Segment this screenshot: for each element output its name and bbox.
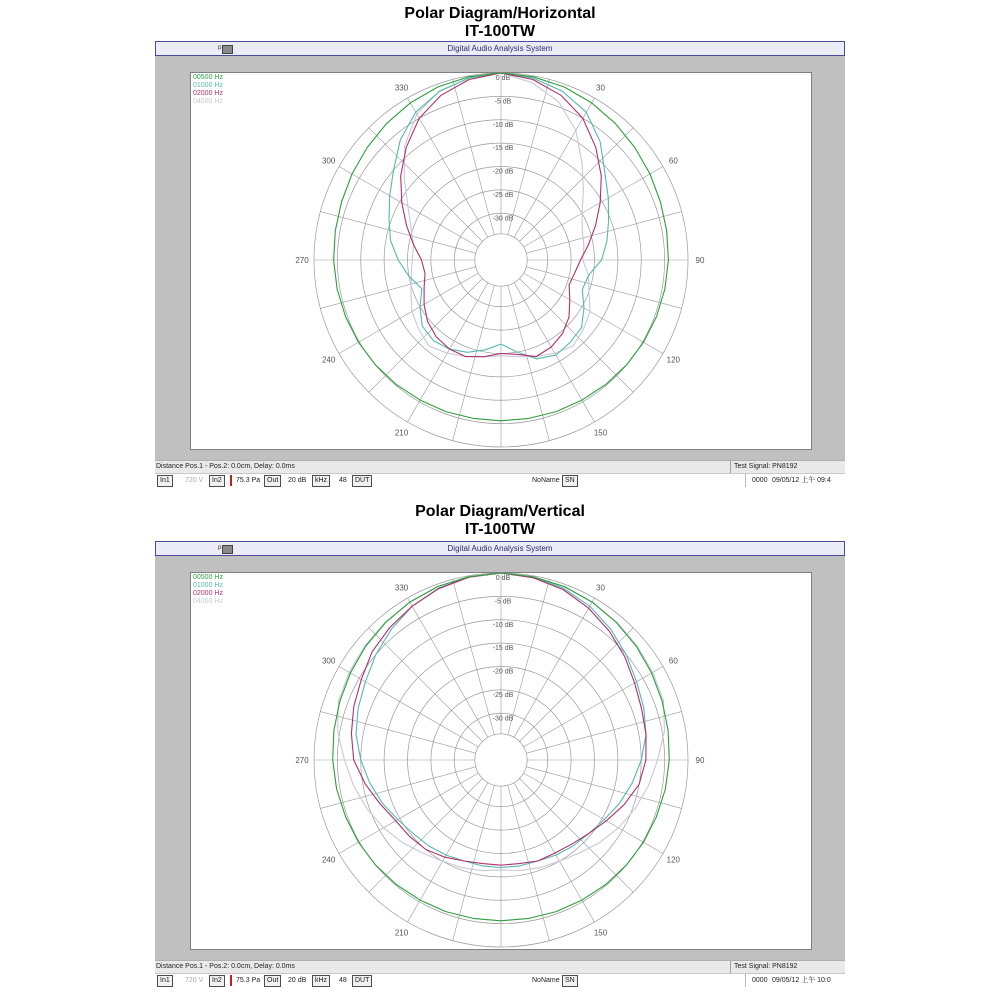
level-marker [230,975,232,986]
angle-label-60: 60 [668,656,678,666]
plot-workarea [155,556,845,960]
legend-entry-1000: 01000 Hz [193,582,223,589]
spoke-330 [408,598,488,737]
angle-label-150: 150 [593,428,608,438]
sn-button[interactable]: SN [562,975,578,987]
dut-button[interactable]: DUT [352,975,372,987]
spoke-255 [320,267,475,309]
radius-label-0: 0 dB [495,75,511,82]
in2-button[interactable]: In2 [209,975,225,987]
spoke-165 [508,285,550,440]
gain-readout: 20 dB [288,977,307,984]
plot-workarea [155,56,845,460]
gain-readout: 20 dB [288,477,307,484]
legend-entry-4000: 04000 Hz [193,598,223,605]
radius-label-0: 0 dB [495,575,511,582]
voltage-readout: 720 V [185,477,204,484]
radius-label-5: -25 dB [492,691,514,699]
spoke-150 [514,783,594,922]
pressure-readout: 75.3 Pa [236,477,261,484]
spoke-240 [339,773,478,853]
voltage-readout: 720 V [185,977,204,984]
pressure-readout: 75.3 Pa [236,977,261,984]
radius-label-2: -10 dB [492,621,514,629]
spoke-315 [369,128,483,242]
angle-label-300: 300 [321,656,336,666]
chart-title: Polar Diagram/Horizontal [404,5,596,22]
level-marker [230,475,232,486]
angle-label-90: 90 [695,756,705,765]
sample-rate-readout: 48 [339,977,347,984]
ring-inner [475,734,527,786]
spoke-30 [514,598,594,737]
angle-label-270: 270 [295,756,309,765]
device-name: NoName [532,977,560,984]
in2-button[interactable]: In2 [209,475,225,487]
counter-readout: 0000 [752,477,768,484]
spoke-195 [453,285,495,440]
sample-rate-readout: 48 [339,477,347,484]
legend [193,574,223,606]
counter-readout: 0000 [752,977,768,984]
polar-panel-vertical [0,500,1000,1000]
angle-label-330: 330 [394,583,409,593]
in1-button[interactable]: In1 [157,975,173,987]
spoke-300 [339,667,478,747]
spoke-330 [408,98,488,237]
legend [193,74,223,106]
angle-label-30: 30 [596,583,605,593]
polar-chart [191,73,811,449]
plot-frame [190,72,812,450]
status-bar-info [155,960,845,973]
distance-status: Distance Pos.1 - Pos.2: 0.0cm, Delay: 0.0ms [156,963,295,970]
khz-button[interactable]: kHz [312,475,330,487]
spoke-105 [526,767,681,809]
legend-entry-1000: 01000 Hz [193,82,223,89]
pin-icon[interactable]: ᵖ [218,543,222,553]
spoke-240 [339,273,478,353]
angle-label-270: 270 [295,256,309,265]
spoke-315 [369,628,483,742]
chart-subtitle: IT-100TW [464,521,536,538]
window-title: Digital Audio Analysis System [447,544,553,553]
angle-label-210: 210 [394,428,409,438]
radius-label-1: -5 dB [494,598,512,606]
pin-icon[interactable]: ᵖ [218,43,222,53]
datetime-readout: 09/05/12 上午 10:0 [772,977,831,984]
radius-label-1: -5 dB [494,98,512,106]
status-bar-controls [155,473,845,488]
khz-button[interactable]: kHz [312,975,330,987]
chart-title: Polar Diagram/Vertical [415,503,585,520]
plot-frame [190,572,812,950]
angle-label-120: 120 [666,355,681,365]
angle-label-210: 210 [394,928,409,938]
distance-status: Distance Pos.1 - Pos.2: 0.0cm, Delay: 0.0ms [156,463,295,470]
out-button[interactable]: Out [264,975,281,987]
radius-label-3: -15 dB [492,145,514,153]
spoke-345 [453,579,495,734]
legend-entry-2000: 02000 Hz [193,590,223,597]
spoke-345 [453,79,495,234]
window-titlebar [155,541,845,556]
spoke-75 [526,712,681,754]
angle-label-240: 240 [321,355,336,365]
status-bar-info [155,460,845,473]
window-title: Digital Audio Analysis System [447,44,553,53]
radius-label-5: -25 dB [492,191,514,199]
spoke-75 [526,212,681,254]
angle-label-330: 330 [394,83,409,93]
spoke-105 [526,267,681,309]
spoke-210 [408,783,488,922]
sn-button[interactable]: SN [562,475,578,487]
legend-entry-2000: 02000 Hz [193,90,223,97]
spoke-15 [508,79,550,234]
datetime-readout: 09/05/12 上午 09:4 [772,477,831,484]
status-separator [745,974,746,987]
spoke-285 [320,212,475,254]
polar-chart [191,573,811,949]
out-button[interactable]: Out [264,475,281,487]
legend-entry-4000: 04000 Hz [193,98,223,105]
radius-label-4: -20 dB [492,668,514,676]
test-signal-status: Test Signal: PN8192 [730,961,844,973]
status-bar-controls [155,973,845,988]
radius-label-3: -15 dB [492,645,514,653]
spoke-285 [320,712,475,754]
spoke-15 [508,579,550,734]
legend-entry-500: 00500 Hz [193,574,223,581]
spoke-300 [339,167,478,247]
angle-label-60: 60 [668,156,678,166]
legend-entry-500: 00500 Hz [193,74,223,81]
device-name: NoName [532,477,560,484]
angle-label-120: 120 [666,855,681,865]
test-signal-status: Test Signal: PN8192 [730,461,844,473]
spoke-60 [524,167,663,247]
spoke-45 [520,628,634,742]
spoke-60 [524,667,663,747]
angle-label-30: 30 [596,83,605,93]
ring-inner [475,234,527,286]
angle-label-300: 300 [321,156,336,166]
spoke-120 [524,773,663,853]
radius-label-6: -30 dB [492,715,514,723]
spoke-45 [520,128,634,242]
radius-label-2: -10 dB [492,121,514,129]
chart-subtitle: IT-100TW [464,23,536,40]
angle-label-240: 240 [321,855,336,865]
window-titlebar [155,41,845,56]
dut-button[interactable]: DUT [352,475,372,487]
spoke-255 [320,767,475,809]
spoke-210 [408,283,488,422]
spoke-150 [514,283,594,422]
spoke-120 [524,273,663,353]
in1-button[interactable]: In1 [157,475,173,487]
angle-label-90: 90 [695,256,705,265]
angle-label-150: 150 [593,928,608,938]
status-separator [745,474,746,487]
radius-label-4: -20 dB [492,168,514,176]
radius-label-6: -30 dB [492,215,514,223]
